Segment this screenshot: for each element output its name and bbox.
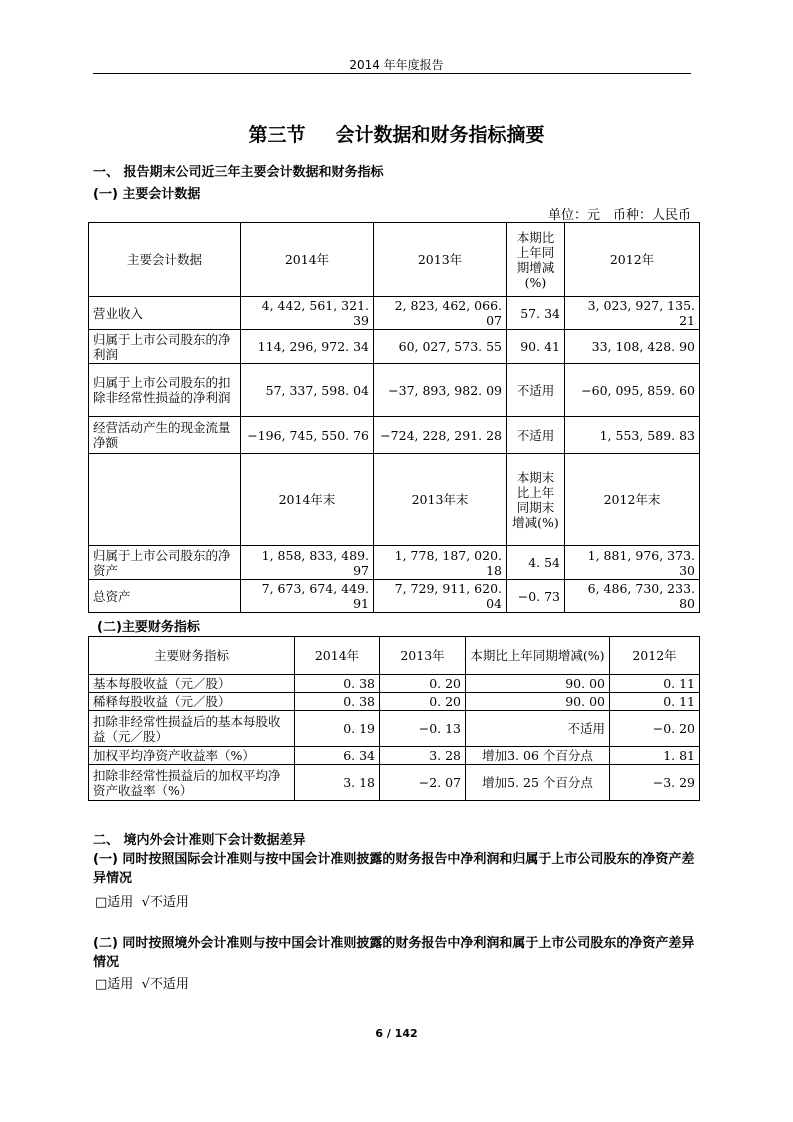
value-2013: 0. 20 [380,675,466,693]
not-applicable-checkbox-checked: √不适用 [141,895,189,910]
value-2012: 1, 881, 976, 373. 30 [565,546,700,580]
table1-header-cell: 2013年 [374,223,507,297]
table-row [89,580,700,613]
row-label: 扣除非经常性损益后的基本每股收益（元／股） [89,711,295,747]
value-2014: 3. 18 [295,765,380,801]
table1-header-row [89,223,700,297]
not-applicable-checkbox-unchecked: □适用 [95,977,134,992]
not-applicable-checkbox-checked: √不适用 [141,977,189,992]
value-2012: 0. 11 [610,693,700,711]
table1-header-cell: 主要会计数据 [89,223,241,297]
subheading-overseas-standards-difference: (二) 同时按照境外会计准则与按中国会计准则披露的财务报告中净利润和属于上市公司股东的净资产差异情况 [93,936,695,970]
value-2013: −2. 07 [380,765,466,801]
row-label: 加权平均净资产收益率（%） [89,747,295,765]
table-row [89,546,700,580]
table1-header-cell: 2012年末 [565,454,700,546]
header-divider [93,73,691,74]
page-header: 2014 年年度报告 [349,58,444,72]
main-financial-indicators-table [88,636,700,801]
value-change: 90. 00 [466,693,610,711]
value-2012: 0. 11 [610,675,700,693]
value-2014: 1, 858, 833, 489. 97 [241,546,374,580]
table2-header-row [89,637,700,675]
table-row [89,417,700,454]
value-2014: 57, 337, 598. 04 [241,364,374,417]
value-2013: 0. 20 [380,693,466,711]
table2-header-cell: 2014年 [295,637,380,675]
section-name: 会计数据和财务指标摘要 [335,124,545,146]
heading-1: 一、 报告期末公司近三年主要会计数据和财务指标 [93,165,384,180]
row-label: 归属于上市公司股东的净资产 [89,546,241,580]
value-2014: 0. 38 [295,693,380,711]
value-change: 90. 00 [466,675,610,693]
main-accounting-data-table [88,222,700,613]
page-number: 6 / 142 [375,1027,418,1040]
value-2013: −0. 13 [380,711,466,747]
value-2013: 7, 729, 911, 620. 04 [374,580,507,613]
value-2012: 3, 023, 927, 135. 21 [565,297,700,330]
subheading-ifrs-difference: (一) 同时按照国际会计准则与按中国会计准则披露的财务报告中净利润和归属于上市公司股东的净资产差异情况 [93,852,695,886]
table1-header-cell: 2012年 [565,223,700,297]
value-2012: 33, 108, 428. 90 [565,330,700,364]
table2-header-cell: 本期比上年同期增减(%) [466,637,610,675]
row-label: 基本每股收益（元／股） [89,675,295,693]
value-change: 不适用 [507,364,565,417]
value-2012: −0. 20 [610,711,700,747]
section-number: 第三节 [248,124,306,146]
table2-header-cell: 主要财务指标 [89,637,295,675]
table2-header-cell: 2012年 [610,637,700,675]
table-row [89,693,700,711]
table-row [89,330,700,364]
table1-header-cell: 2014年末 [241,454,374,546]
value-2013: −724, 228, 291. 28 [374,417,507,454]
table1-header-cell: 2014年 [241,223,374,297]
table1-header-cell: 2013年末 [374,454,507,546]
value-2014: 6. 34 [295,747,380,765]
table1-header-cell [89,454,241,546]
value-2014: 114, 296, 972. 34 [241,330,374,364]
table2-header-cell: 2013年 [380,637,466,675]
value-2013: 3. 28 [380,747,466,765]
value-2014: 0. 38 [295,675,380,693]
row-label: 稀释每股收益（元／股） [89,693,295,711]
value-change: 增加3. 06 个百分点 [466,747,610,765]
row-label: 经营活动产生的现金流量净额 [89,417,241,454]
value-change: 4. 54 [507,546,565,580]
table-row [89,765,700,801]
value-2013: −37, 893, 982. 09 [374,364,507,417]
value-2012: 1. 81 [610,747,700,765]
table-row [89,297,700,330]
not-applicable-checkbox-unchecked: □适用 [95,895,134,910]
applicability-options-1 [95,891,189,910]
applicability-options-2 [95,973,189,992]
value-2013: 2, 823, 462, 066. 07 [374,297,507,330]
row-label: 归属于上市公司股东的净利润 [89,330,241,364]
value-2012: −3. 29 [610,765,700,801]
value-change: 不适用 [466,711,610,747]
value-2012: −60, 095, 859. 60 [565,364,700,417]
heading-2: 二、 境内外会计准则下会计数据差异 [93,833,306,848]
value-2013: 60, 027, 573. 55 [374,330,507,364]
row-label: 营业收入 [89,297,241,330]
value-2013: 1, 778, 187, 020. 18 [374,546,507,580]
value-2014: 0. 19 [295,711,380,747]
table1-header-cell: 本期比上年同期增减(%) [507,223,565,297]
row-label: 归属于上市公司股东的扣除非经常性损益的净利润 [89,364,241,417]
value-2012: 6, 486, 730, 233. 80 [565,580,700,613]
subheading-main-accounting-data: (一) 主要会计数据 [93,187,201,202]
subheading-main-financial-indicators: (二)主要财务指标 [97,620,200,635]
value-2014: 4, 442, 561, 321. 39 [241,297,374,330]
table-row [89,364,700,417]
value-change: −0. 73 [507,580,565,613]
row-label: 总资产 [89,580,241,613]
table1-header-row-2 [89,454,700,546]
table-row [89,747,700,765]
value-2012: 1, 553, 589. 83 [565,417,700,454]
table-row [89,675,700,693]
value-change: 90. 41 [507,330,565,364]
row-label: 扣除非经常性损益后的加权平均净资产收益率（%） [89,765,295,801]
value-change: 57. 34 [507,297,565,330]
table1-header-cell: 本期末比上年同期末增减(%) [507,454,565,546]
value-change: 不适用 [507,417,565,454]
value-2014: −196, 745, 550. 76 [241,417,374,454]
table-row [89,711,700,747]
value-2014: 7, 673, 674, 449. 91 [241,580,374,613]
section-title [0,120,793,147]
unit-note: 单位：元 币种：人民币 [547,208,691,223]
value-change: 增加5. 25 个百分点 [466,765,610,801]
